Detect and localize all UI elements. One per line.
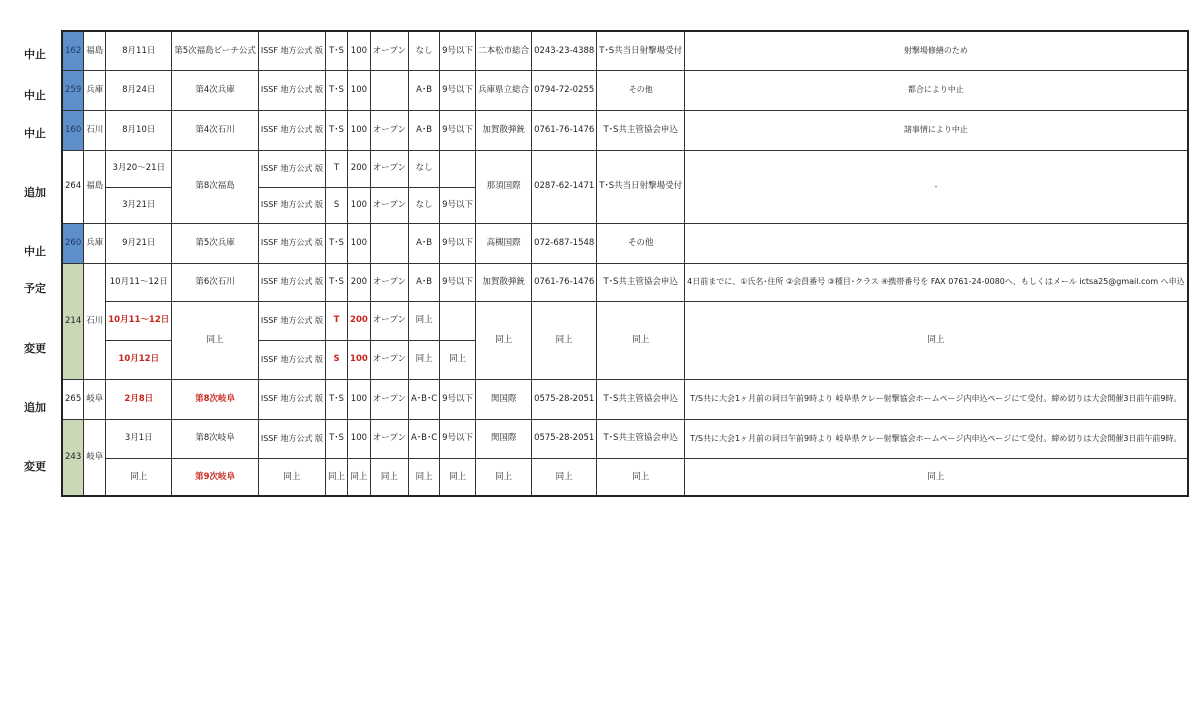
event-date-changed: 10月12日 [106,340,172,379]
table-row [62,223,1188,263]
table-row [62,419,1188,458]
shot-gauge [440,150,476,187]
application: その他 [597,70,685,110]
note: - [685,150,1188,223]
table-row [62,31,1188,70]
table-row [62,70,1188,110]
prefecture: 石川 [84,263,106,379]
prefecture: 福島 [84,31,106,70]
shot-gauge: 9号以下 [440,263,476,301]
status-label: 変更 [24,460,46,473]
event-name: 同上 [172,301,259,379]
event-type-changed: S [326,340,348,379]
event-name: 第8次福島 [172,150,259,223]
status-label: 中止 [24,127,46,140]
note: 射撃場修繕のため [685,31,1188,70]
shot-gauge [440,301,476,340]
event-type: T･S [326,419,348,458]
open-flag [370,223,408,263]
event-id: 162 [62,31,84,70]
target-count: 100 [348,187,371,223]
event-date: 2月8日 [106,379,172,419]
event-date: 8月24日 [106,70,172,110]
issf-rule: 同上 [258,458,325,496]
issf-rule: ISSF 地方公式 版 [258,70,325,110]
application: 同上 [597,301,685,379]
venue: 兵庫県立総合 [476,70,532,110]
event-type: T･S [326,379,348,419]
phone: 0794-72-0255 [532,70,597,110]
status-label: 追加 [24,186,46,199]
venue: 関国際 [476,379,532,419]
note: 都合により中止 [685,70,1188,110]
event-date-changed: 10月11～12日 [106,301,172,340]
schedule-table [61,30,1189,497]
venue: 同上 [476,458,532,496]
prefecture: 兵庫 [84,70,106,110]
event-name: 第8次岐阜 [172,419,259,458]
application: T･S共主管協会申込 [597,263,685,301]
event-name: 第6次石川 [172,263,259,301]
event-name: 第4次石川 [172,110,259,150]
shot-gauge: 9号以下 [440,110,476,150]
open-flag: オープン [370,263,408,301]
status-label: 中止 [24,48,46,61]
issf-rule: ISSF 地方公式 版 [258,187,325,223]
event-date: 8月10日 [106,110,172,150]
target-count-changed: 200 [348,301,371,340]
class: 同上 [409,301,440,340]
event-date: 3月21日 [106,187,172,223]
application: 同上 [597,458,685,496]
target-count-changed: 100 [348,340,371,379]
class: A･B･C [409,379,440,419]
event-name: 第5次福島ビーチ公式 [172,31,259,70]
note: 諸事情により中止 [685,110,1188,150]
status-label: 変更 [24,342,46,355]
phone: 0243-23-4388 [532,31,597,70]
issf-rule: ISSF 地方公式 版 [258,419,325,458]
event-date: 9月21日 [106,223,172,263]
event-type: T･S [326,223,348,263]
target-count: 100 [348,110,371,150]
note: T/S共に大会1ヶ月前の同日午前9時より 岐阜県クレー射撃協会ホームページ内申込ページにて受付。締め切りは大会開催3日前午前9時。 [685,379,1188,419]
class: A･B [409,110,440,150]
application: T･S共当日射撃場受付 [597,31,685,70]
note: 4日前までに、①氏名･住所 ②会員番号 ③種目･クラス ④携帯番号を FAX 0761-24-0080へ、もしくはメール ictsa25@gmail.com へ申込 [685,263,1188,301]
event-id: 259 [62,70,84,110]
event-date: 3月1日 [106,419,172,458]
target-count: 100 [348,419,371,458]
event-type: T [326,150,348,187]
phone: 同上 [532,301,597,379]
phone: 同上 [532,458,597,496]
class: なし [409,187,440,223]
target-count: 100 [348,70,371,110]
venue: 高槻国際 [476,223,532,263]
status-label: 予定 [24,282,46,295]
issf-rule: ISSF 地方公式 版 [258,379,325,419]
class: なし [409,31,440,70]
issf-rule: ISSF 地方公式 版 [258,31,325,70]
note: 同上 [685,301,1188,379]
event-type: S [326,187,348,223]
open-flag: オープン [370,110,408,150]
event-date: 10月11～12日 [106,263,172,301]
event-id: 265 [62,379,84,419]
class: なし [409,150,440,187]
class: 同上 [409,340,440,379]
venue: 二本松市総合 [476,31,532,70]
event-id: 243 [62,419,84,496]
target-count: 100 [348,223,371,263]
class: A･B [409,70,440,110]
table-row [62,379,1188,419]
open-flag: オープン [370,187,408,223]
open-flag: オープン [370,301,408,340]
event-type: T･S [326,110,348,150]
venue: 同上 [476,301,532,379]
shot-gauge: 9号以下 [440,187,476,223]
shot-gauge: 9号以下 [440,223,476,263]
issf-rule: ISSF 地方公式 版 [258,340,325,379]
event-type: T･S [326,70,348,110]
application: T･S共主管協会申込 [597,419,685,458]
event-name: 第5次兵庫 [172,223,259,263]
event-date: 3月20～21日 [106,150,172,187]
class: 同上 [409,458,440,496]
open-flag: オープン [370,419,408,458]
table-row [62,150,1188,187]
prefecture: 福島 [84,150,106,223]
class: A･B [409,263,440,301]
phone: 0761-76-1476 [532,110,597,150]
application: T･S共当日射撃場受付 [597,150,685,223]
prefecture: 岐阜 [84,379,106,419]
event-name: 第8次岐阜 [172,379,259,419]
status-label: 追加 [24,401,46,414]
phone: 0575-28-2051 [532,379,597,419]
event-id: 214 [62,263,84,379]
shot-gauge: 同上 [440,458,476,496]
event-id: 264 [62,150,84,223]
table-row [62,263,1188,301]
open-flag: オープン [370,150,408,187]
event-date: 同上 [106,458,172,496]
target-count: 同上 [348,458,371,496]
event-id: 260 [62,223,84,263]
event-type: T･S [326,31,348,70]
event-type: 同上 [326,458,348,496]
prefecture: 兵庫 [84,223,106,263]
application: その他 [597,223,685,263]
shot-gauge: 9号以下 [440,31,476,70]
prefecture: 岐阜 [84,419,106,496]
issf-rule: ISSF 地方公式 版 [258,223,325,263]
target-count: 100 [348,379,371,419]
phone: 0287-62-1471 [532,150,597,223]
table-row [62,110,1188,150]
status-label: 中止 [24,89,46,102]
note [685,223,1188,263]
application: T･S共主管協会申込 [597,110,685,150]
class: A･B･C [409,419,440,458]
note: 同上 [685,458,1188,496]
open-flag: オープン [370,340,408,379]
application: T･S共主管協会申込 [597,379,685,419]
event-name-changed: 第9次岐阜 [172,458,259,496]
venue: 加賀散弾銃 [476,263,532,301]
event-type: T･S [326,263,348,301]
target-count: 200 [348,263,371,301]
phone: 072-687-1548 [532,223,597,263]
phone: 0761-76-1476 [532,263,597,301]
event-name: 第4次兵庫 [172,70,259,110]
status-label: 中止 [24,245,46,258]
venue: 加賀散弾銃 [476,110,532,150]
event-type-changed: T [326,301,348,340]
table-row [62,458,1188,496]
venue: 那須国際 [476,150,532,223]
shot-gauge: 同上 [440,340,476,379]
shot-gauge: 9号以下 [440,70,476,110]
open-flag: オープン [370,31,408,70]
event-id: 160 [62,110,84,150]
phone: 0575-28-2051 [532,419,597,458]
shot-gauge: 9号以下 [440,419,476,458]
prefecture: 石川 [84,110,106,150]
issf-rule: ISSF 地方公式 版 [258,263,325,301]
issf-rule: ISSF 地方公式 版 [258,150,325,187]
note: T/S共に大会1ヶ月前の同日午前9時より 岐阜県クレー射撃協会ホームページ内申込ページにて受付。締め切りは大会開催3日前午前9時。 [685,419,1188,458]
class: A･B [409,223,440,263]
open-flag: オープン [370,379,408,419]
open-flag: 同上 [370,458,408,496]
table-row [62,301,1188,340]
open-flag [370,70,408,110]
issf-rule: ISSF 地方公式 版 [258,301,325,340]
target-count: 200 [348,150,371,187]
shot-gauge: 9号以下 [440,379,476,419]
issf-rule: ISSF 地方公式 版 [258,110,325,150]
event-date: 8月11日 [106,31,172,70]
venue: 関国際 [476,419,532,458]
target-count: 100 [348,31,371,70]
